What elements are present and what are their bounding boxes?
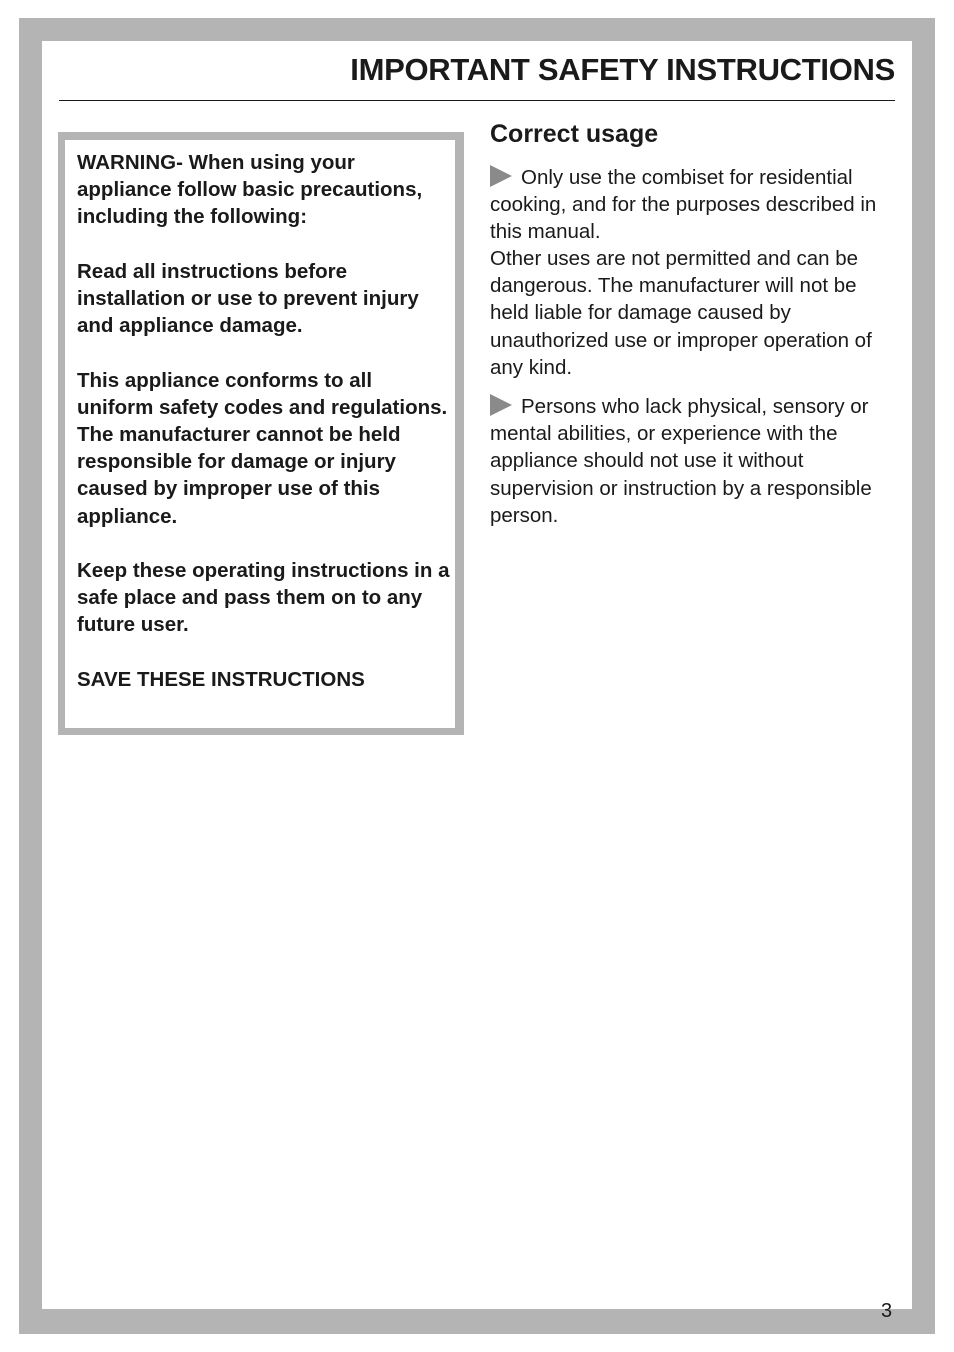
header-divider	[59, 100, 895, 101]
warning-paragraph-save-instructions: SAVE THESE INSTRUCTIONS	[77, 667, 365, 691]
warning-paragraph-precautions: WARNING- When using your appliance follow basic precautions, including the following:	[77, 151, 423, 229]
bullet-line	[490, 164, 900, 245]
page-title: IMPORTANT SAFETY INSTRUCTIONS	[350, 52, 895, 87]
bullet-residential-use	[490, 164, 900, 381]
warning-box	[58, 132, 464, 735]
bullet-supervision	[490, 393, 900, 528]
warning-box-body	[65, 140, 455, 728]
bullet-line: Other uses are not permitted and can be dangerous. The manufacturer will not be held liable for damage caused by unauthorized use or improper operation of any kind.	[490, 247, 872, 379]
correct-usage-section	[490, 164, 900, 541]
warning-paragraph-read-instructions: Read all instructions before installation or use to prevent injury and appliance damage.	[77, 259, 419, 338]
warning-paragraph-keep-instructions: Keep these operating instructions in a safe place and pass them on to any future user.	[77, 559, 450, 637]
arrow-icon	[490, 165, 512, 187]
section-heading-correct-usage: Correct usage	[490, 120, 659, 148]
bullet-line	[490, 393, 900, 528]
bullet-text: Persons who lack physical, sensory or mental abilities, or experience with the appliance should not use it without supervision or instruction by a responsible person.	[490, 395, 872, 527]
warning-paragraph-conformity: This appliance conforms to all uniform safety codes and regulations. The manufacturer cannot be held responsible for damage or injury caused by improper use of this appliance.	[77, 368, 448, 528]
page-number: 3	[881, 1300, 893, 1322]
arrow-icon	[490, 394, 512, 416]
warning-text	[77, 149, 452, 693]
bullet-text: Only use the combiset for residential cooking, and for the purposes described in this manual.	[490, 166, 877, 244]
